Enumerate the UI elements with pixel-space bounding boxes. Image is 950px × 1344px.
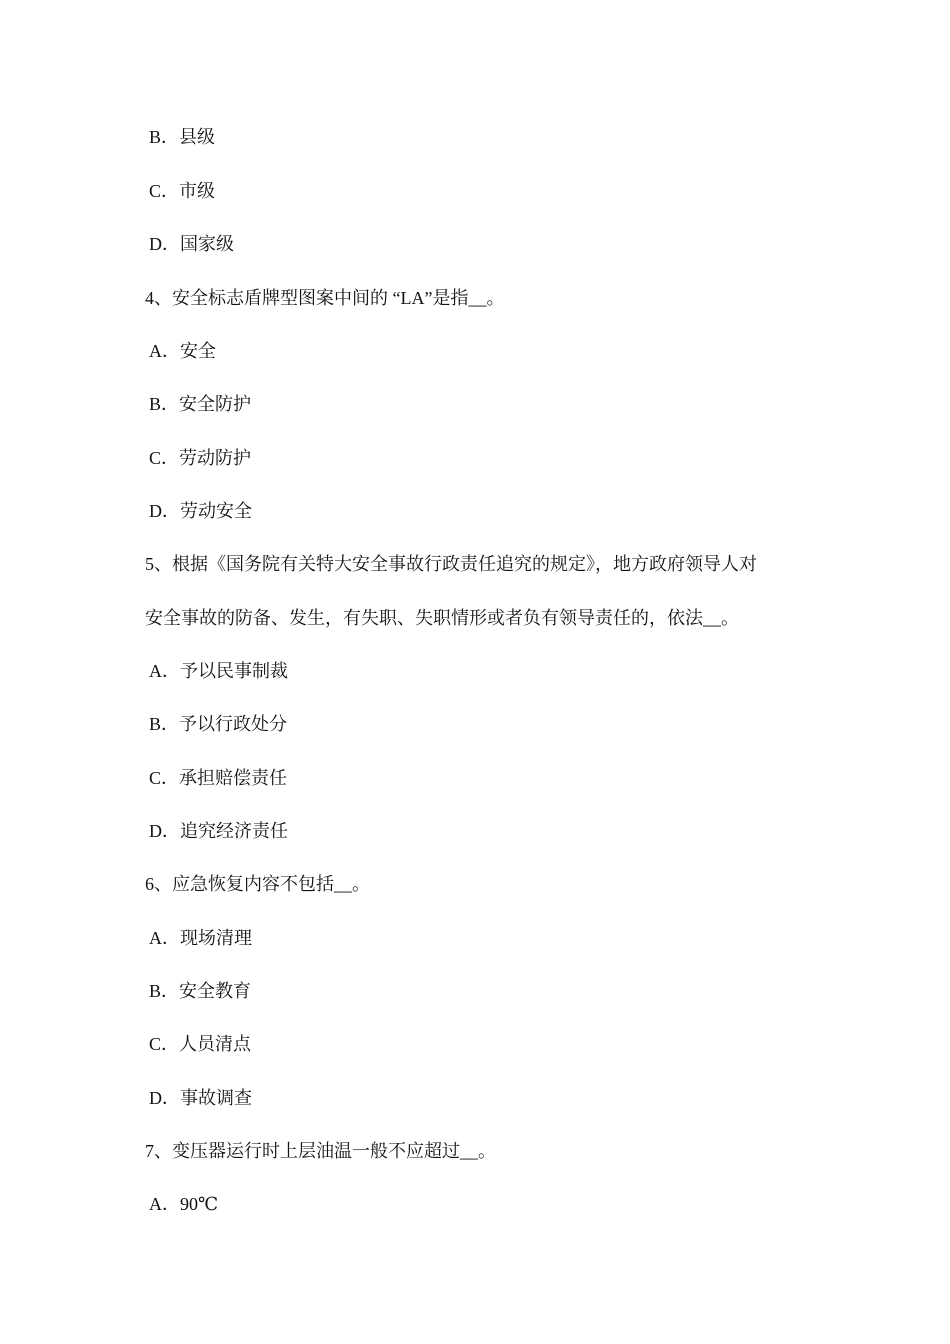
option-d-q4: D．劳动安全 <box>149 501 252 521</box>
option-b-q5: B．予以行政处分 <box>149 714 288 734</box>
option-d-q5: D．追究经济责任 <box>149 821 288 841</box>
question-5-line-1: 5、根据《国务院有关特大安全事故行政责任追究的规定》，地方政府领导人对 <box>145 554 757 574</box>
option-b-q6: B．安全教育 <box>149 981 252 1001</box>
option-b-q4: B．安全防护 <box>149 394 252 414</box>
option-a-q6: A．现场清理 <box>149 928 252 948</box>
question-5-line-2: 安全事故的防备、发生，有失职、失职情形或者负有领导责任的，依法__。 <box>145 608 739 628</box>
question-4: 4、安全标志盾牌型图案中间的 “LA”是指__。 <box>145 288 505 308</box>
option-a-q5: A．予以民事制裁 <box>149 661 288 681</box>
option-a-q7: A．90℃ <box>149 1194 219 1214</box>
option-d-q3: D．国家级 <box>149 234 234 254</box>
option-b-q3: B．县级 <box>149 127 216 147</box>
option-c-q5: C．承担赔偿责任 <box>149 768 288 788</box>
option-c-q6: C．人员清点 <box>149 1034 252 1054</box>
question-6: 6、应急恢复内容不包括__。 <box>145 874 370 894</box>
option-d-q6: D．事故调查 <box>149 1088 252 1108</box>
option-c-q4: C．劳动防护 <box>149 448 252 468</box>
option-c-q3: C．市级 <box>149 181 216 201</box>
question-7: 7、变压器运行时上层油温一般不应超过__。 <box>145 1141 496 1161</box>
option-a-q4: A．安全 <box>149 341 216 361</box>
